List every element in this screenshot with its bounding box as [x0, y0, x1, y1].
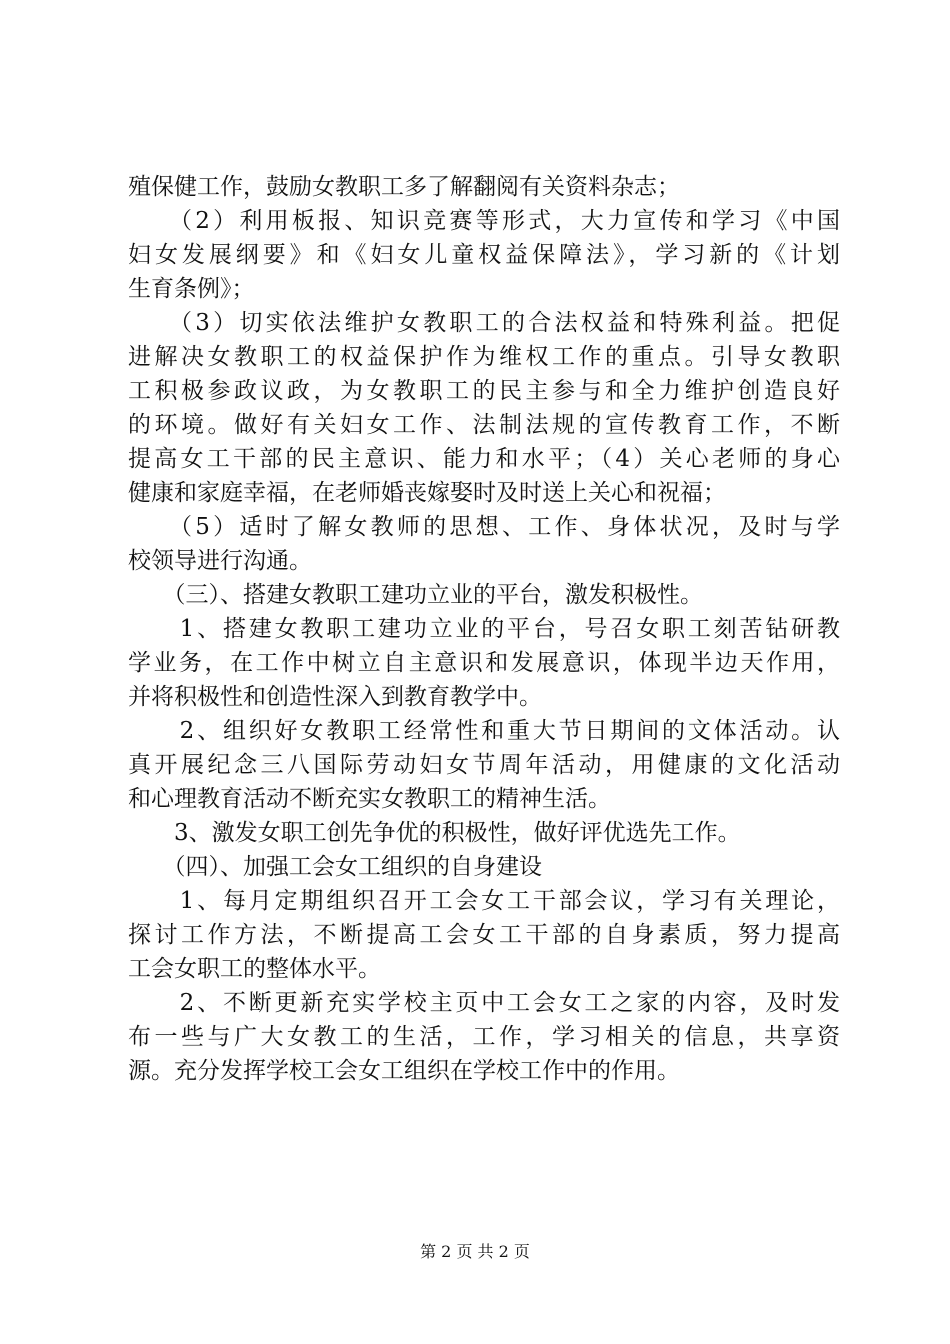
text-line: 学业务，在工作中树立自主意识和发展意识，体现半边天作用， [128, 650, 840, 676]
text-line: 殖保健工作，鼓励女教职工多了解翻阅有关资料杂志； [128, 174, 680, 200]
text-line: 2、不断更新充实学校主页中工会女工之家的内容，及时发 [128, 990, 840, 1016]
text-line: 1、搭建女教职工建功立业的平台，号召女职工刻苦钻研教 [128, 616, 840, 642]
text-line: 工积极参政议政，为女教职工的民主参与和全力维护创造良好 [128, 378, 840, 404]
text-line: 3、激发女职工创先争优的积极性，做好评优选先工作。 [128, 820, 741, 846]
text-line: 健康和家庭幸福，在老师婚丧嫁娶时及时送上关心和祝福； [128, 480, 726, 506]
text-line: 的环境。做好有关妇女工作、法制法规的宣传教育工作，不断 [128, 412, 840, 438]
text-line: 真开展纪念三八国际劳动妇女节周年活动，用健康的文化活动 [128, 752, 840, 778]
text-line: 校领导进行沟通。 [128, 548, 312, 574]
document-body [128, 170, 840, 1088]
text-line: 并将积极性和创造性深入到教育教学中。 [128, 684, 542, 710]
text-line: 2、组织好女教职工经常性和重大节日期间的文体活动。认 [128, 718, 840, 744]
text-line: 探讨工作方法，不断提高工会女工干部的自身素质，努力提高 [128, 922, 840, 948]
text-line: （3）切实依法维护女教职工的合法权益和特殊利益。把促 [128, 310, 840, 336]
text-line: 进解决女教职工的权益保护作为维权工作的重点。引导女教职 [128, 344, 840, 370]
section-heading: （三）、搭建女教职工建功立业的平台，激发积极性。 [128, 582, 703, 608]
text-line: 生育条例》； [128, 276, 255, 302]
text-line: 1、每月定期组织召开工会女工干部会议，学习有关理论， [128, 888, 840, 914]
section-heading: （四）、加强工会女工组织的自身建设 [128, 854, 542, 880]
page-number-label: 第 2 页 共 2 页 [420, 1242, 530, 1261]
text-line: 布一些与广大女教工的生活，工作，学习相关的信息，共享资 [128, 1024, 840, 1050]
text-line: 源。充分发挥学校工会女工组织在学校工作中的作用。 [128, 1058, 680, 1084]
text-line: （5）适时了解女教师的思想、工作、身体状况，及时与学 [128, 514, 840, 540]
text-line: 提高女工干部的民主意识、能力和水平；（4）关心老师的身心 [128, 446, 840, 472]
text-line: 妇女发展纲要》和《妇女儿童权益保障法》，学习新的《计划 [128, 242, 840, 268]
text-line: 和心理教育活动不断充实女教职工的精神生活。 [128, 786, 611, 812]
page-footer [0, 1242, 950, 1262]
text-line: 工会女职工的整体水平。 [128, 956, 381, 982]
text-line: （2）利用板报、知识竞赛等形式，大力宣传和学习《中国 [128, 208, 840, 234]
